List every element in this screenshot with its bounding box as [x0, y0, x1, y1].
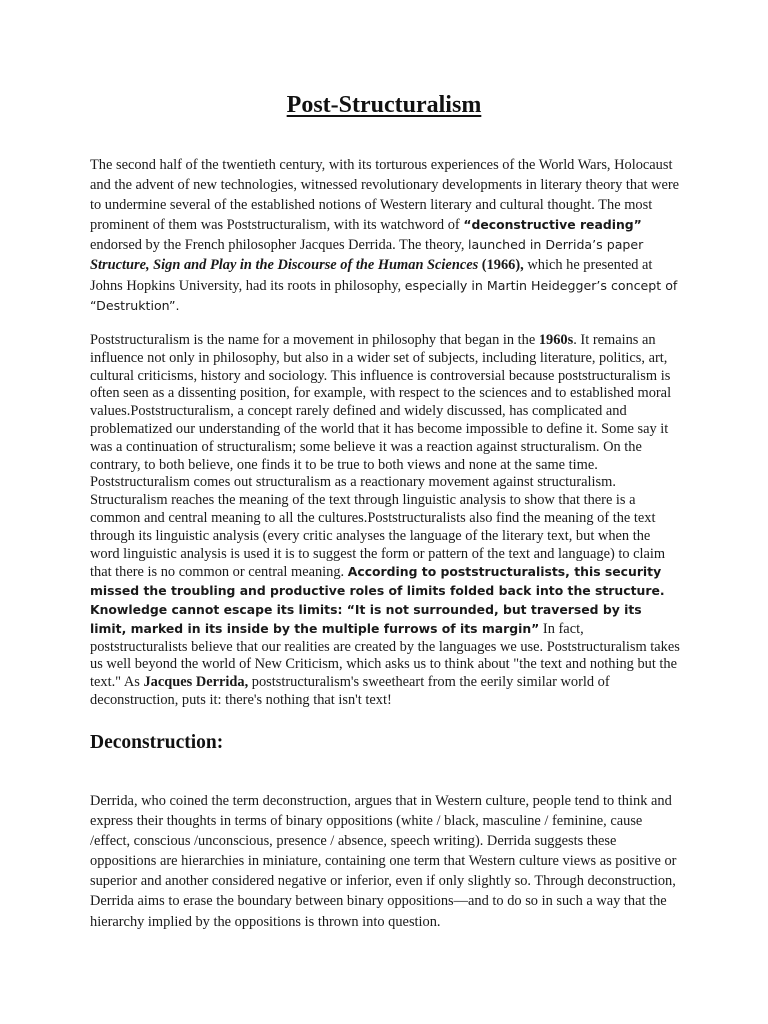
text-span: endorsed by the French philosopher Jacques Derrida. The theory, [90, 237, 469, 254]
bold-term: “deconstructive reading” [463, 217, 642, 233]
bold-term: 1960s [538, 332, 574, 348]
text-span: launched in Derrida’s paper [468, 237, 644, 253]
text-span: . It remains an influence not only in philosophy, but also in a wider set of subjects, including literature, politics, art, cultural criticisms, history and sociology. This influence is controversial because poststructuralism is often seen as a dissenting position, for example, with respect to the sciences and to established moral values.Poststructuralism, a concept rarely defined and widely discussed, has complicated and problematized our understanding of the world that it has become impossible to define it. Some say it was a continuation of structuralism; some believe it was a reaction against structuralism. On the contrary, to both believe, one finds it to be true to both views and none at the same time. Poststructuralism comes out structuralism as a reactionary movement against structuralism. Structuralism reaches the meaning of the text through linguistic analysis to show that there is a common and central meaning to all the cultures.Poststructuralists also find the meaning of the text through its linguistic analysis (every critic analyses the language of the literary text, but when the word linguistic analysis is used it is to suggest the form or pattern of the text and language) to claim that there is no common or central meaning. [90, 332, 672, 581]
body-paragraph [90, 332, 680, 710]
page-title: Post-Structuralism [286, 92, 482, 118]
text-span: poststructuralism's sweetheart from the eerily similar world of deconstruction, puts it: there's nothing that isn't text! [90, 674, 610, 708]
bold-year: (1966), [478, 257, 524, 274]
text-span: which he presented at Johns Hopkins University, had its roots in philosophy, [90, 257, 653, 294]
text-span: Poststructuralism is the name for a movement in philosophy that began in the [90, 332, 539, 348]
bold-quote: According to poststructuralists, this security missed the troubling and productive roles of limits folded back into the structure. Knowledge cannot escape its limits: “It is not surrounded, but traversed by its limit, marked in its inside by the multiple furrows of its margin” [90, 564, 665, 636]
deconstruction-paragraph: Derrida, who coined the term deconstruction, argues that in Western culture, people tend to think and express their thoughts in terms of binary oppositions (white / black, masculine / feminine, cause /effect, conscious /unconscious, presence / absence, speech writing). Derrida suggests these oppositions are hierarchies in miniature, containing one term that Western culture views as positive or superior and another considered negative or inferior, even if only slightly so. Through deconstruction, Derrida aims to erase the boundary between binary oppositions—and to do so in such a way that the hierarchy implied by the oppositions is thrown into question. [90, 793, 677, 930]
text-span: In fact, poststructuralists believe that our realities are created by the languages we use. Poststructuralism takes us well beyond the world of New Criticism, which asks us to think about "the text and nothing but the text." As [90, 620, 680, 691]
intro-paragraph [90, 155, 680, 316]
text-span: especially in Martin Heidegger’s concept of “Destruktion”. [90, 277, 678, 313]
text-span: The second half of the twentieth century, with its torturous experiences of the World Wars, Holocaust and the advent of new technologies, witnessed revolutionary developments in literary theory that were to undermine several of the established notions of Western literary and cultural thought. The most prominent of them was Poststructuralism, with its watchword of [90, 157, 680, 234]
bold-name: Jacques Derrida, [143, 674, 249, 691]
section-heading: Deconstruction: [90, 732, 224, 753]
paper-title: Structure, Sign and Play in the Discourse of the Human Sciences [90, 257, 479, 274]
